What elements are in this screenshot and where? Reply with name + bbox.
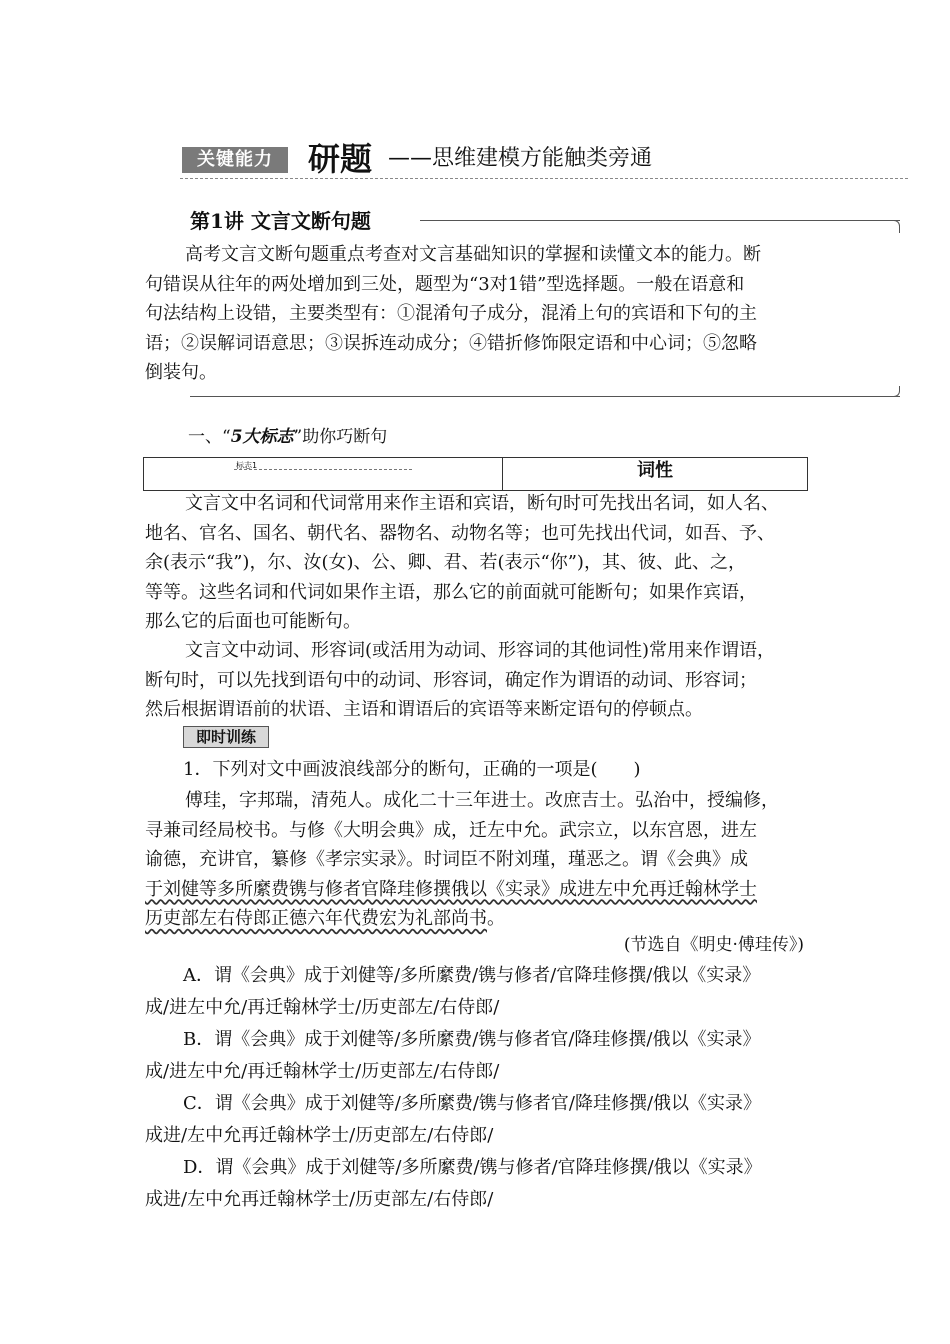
intro-line: 倒装句。 [145, 362, 217, 383]
section-title-highlight: 5大标志 [230, 427, 294, 447]
body-line: 余(表示“我”)，尔、汝(女)、公、卿、君、若(表示“你”)，其、彼、此、之， [145, 552, 746, 573]
header-title: 研题 [308, 140, 373, 178]
marker-header-cell: 词性 [637, 460, 673, 481]
wavy-end-punct: 。 [487, 908, 505, 929]
option-line: 成/进左中允/再迁翰林学士/历吏部左/右侍郎/ [145, 997, 500, 1018]
section-title-suffix: ”助你巧断句 [293, 427, 388, 447]
option-line: C．谓《会典》成于刘健等/多所縻费/镌与修者官/降珪修撰/俄以《实录》 [183, 1093, 762, 1114]
marker-label-cell [144, 458, 503, 490]
section-title-prefix: 一、“ [188, 427, 231, 447]
lesson-title: 第1讲 文言文断句题 [190, 207, 377, 235]
header-divider [180, 178, 908, 179]
body-line: 断句时，可以先找到语句中的动词、形容词，确定作为谓语的动词、形容词； [145, 669, 757, 691]
body-line: 那么它的后面也可能断句。 [145, 611, 361, 632]
intro-box-corner-top [893, 220, 900, 233]
option-line: 成进/左中允再迁翰林学士/历吏部左/右侍郎/ [145, 1125, 494, 1146]
intro-box-top-border [420, 220, 900, 221]
body-paragraph-2 [145, 636, 825, 725]
passage-line: 寻兼司经局校书。与修《大明会典》成，迁左中允。武宗立，以东宫恩，进左 [145, 819, 757, 841]
body-line: 文言文中名词和代词常用来作主语和宾语，断句时可先找出名词，如人名、 [185, 493, 779, 514]
option-line: 成进/左中允再迁翰林学士/历吏部左/右侍郎/ [145, 1189, 494, 1210]
passage-line: 傅珪，字邦瑞，清苑人。成化二十三年进士。改庶吉士。弘治中，授编修， [185, 790, 779, 811]
wavy-underlined-text: 于刘健等多所縻费镌与修者官降珪修撰俄以《实录》成进左中允再迁翰林学士 [145, 878, 757, 900]
intro-line: 语；②误解词语意思；③误拆连动成分；④错折修饰限定语和中心词；⑤忽略 [145, 332, 757, 354]
source-citation: (节选自《明史·傅珪传》) [623, 935, 804, 955]
option-c[interactable] [145, 1088, 825, 1152]
body-line: 文言文中动词、形容词(或活用为动词、形容词的其他词性)常用来作谓语， [185, 640, 776, 661]
intro-line: 句错误从往年的两处增加到三处，题型为“3对1错”型选择题。一般在语意和 [145, 273, 745, 295]
marker-table [143, 457, 808, 491]
practice-label: 即时训练 [183, 726, 269, 748]
option-d[interactable] [145, 1152, 825, 1216]
wavy-underlined-text: 历吏部左右侍郎正德六年代费宏为礼部尚书 [145, 908, 487, 929]
option-b[interactable] [145, 1024, 825, 1088]
intro-line: 句法结构上设错，主要类型有：①混淆句子成分，混淆上句的宾语和下句的主 [145, 303, 757, 324]
body-line: 然后根据谓语前的状语、主语和谓语后的宾语等来断定语句的停顿点。 [145, 699, 703, 720]
question-stem: 1．下列对文中画波浪线部分的断句，正确的一项是( ) [183, 759, 641, 780]
header-subtitle: ——思维建模方能触类旁通 [388, 146, 653, 171]
passage-line-wavy [145, 875, 825, 905]
marker-dash-line [234, 469, 412, 470]
section-header [180, 138, 908, 180]
section-title [188, 425, 387, 449]
option-a[interactable] [145, 960, 825, 1024]
passage-line: 谕德，充讲官，纂修《孝宗实录》。时词臣不附刘瑾，瑾恶之。谓《会典》成 [145, 849, 748, 870]
option-line: B．谓《会典》成于刘健等/多所縻费/镌与修者官/降珪修撰/俄以《实录》 [183, 1029, 761, 1050]
option-line: A．谓《会典》成于刘健等/多所縻费/镌与修者/官降珪修撰/俄以《实录》 [183, 965, 761, 986]
body-line: 地名、官名、国名、朝代名、器物名、动物名等；也可先找出代词，如吾、予、 [145, 522, 775, 544]
option-line: D．谓《会典》成于刘健等/多所縻费/镌与修者/官降珪修撰/俄以《实录》 [183, 1157, 762, 1178]
body-paragraph-1 [145, 489, 825, 637]
intro-line: 高考文言文断句题重点考查对文言基础知识的掌握和读懂文本的能力。断 [185, 244, 761, 265]
passage-line-wavy [145, 904, 825, 934]
option-line: 成/进左中允/再迁翰林学士/历吏部左/右侍郎/ [145, 1061, 500, 1082]
body-line: 等等。这些名词和代词如果作主语，那么它的前面就可能断句；如果作宾语， [145, 581, 757, 603]
intro-box-bottom-border [190, 396, 900, 397]
passage [145, 786, 825, 934]
intro-paragraph [145, 240, 825, 388]
key-ability-badge: 关键能力 [182, 147, 288, 173]
marker-label: 标志1 [236, 461, 258, 470]
